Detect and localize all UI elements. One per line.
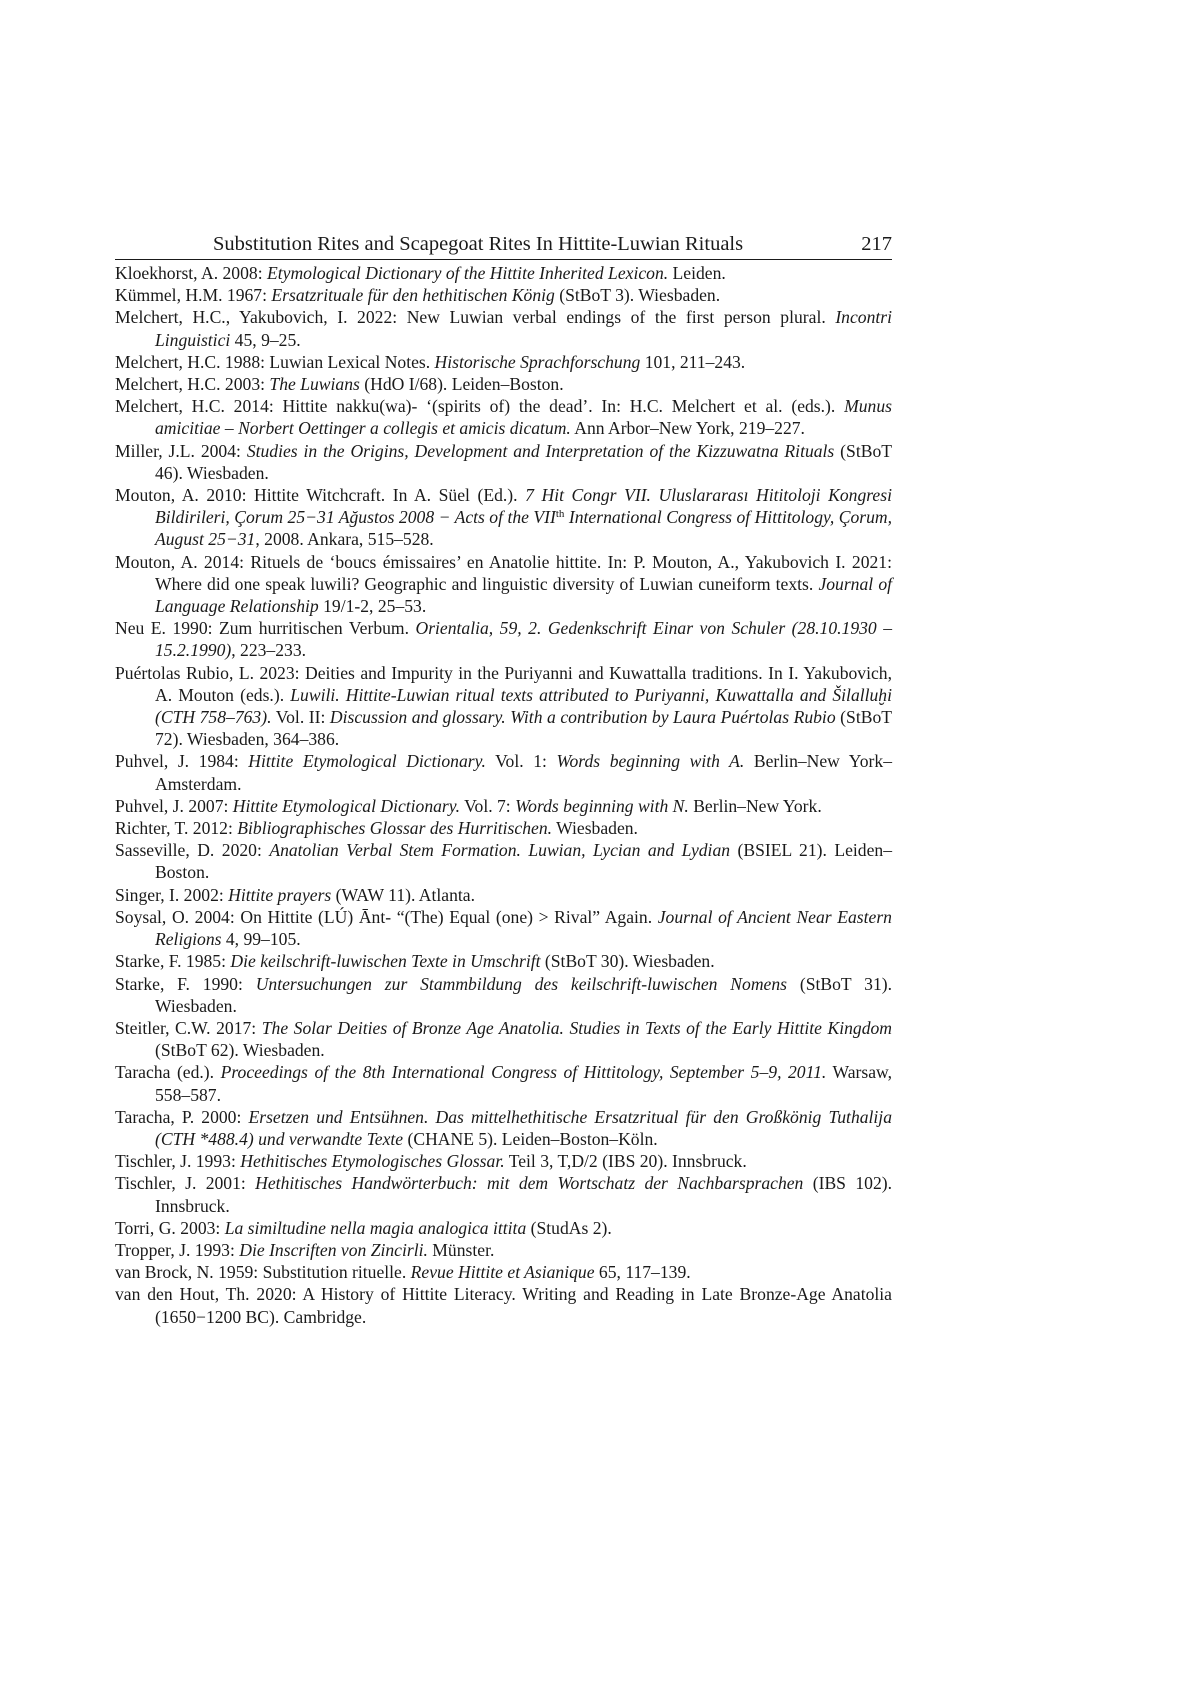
entry-text: Mouton, A. 2010: Hittite Witchcraft. In A. Süel (Ed.). [115, 485, 526, 506]
entry-text: Kloekhorst, A. 2008: [115, 263, 267, 283]
entry-text: Puhvel, J. 2007: [115, 795, 233, 816]
entry-text: Mouton, A. 2014: Rituels de ‘boucs émissaires’ en Anatolie hittite. In: P. Mouton, A., Yakubovich I. 2021: Where did one speak luwili? Geographic and linguistic diversity of Luwian cuneiform texts. [115, 551, 892, 594]
entry-text: Tischler, J. 1993: [115, 1151, 241, 1172]
entry-text: Teil 3, T,D/2 (IBS 20). Innsbruck. [504, 1151, 747, 1172]
entry-text: Vol. II: [271, 707, 330, 728]
entry-italic-title: La similtudine nella magia analogica ittita [224, 1217, 527, 1238]
entry-text: Starke, F. 1990: [115, 973, 256, 994]
entry-italic-title: Anatolian Verbal Stem Formation. Luwian, Lycian and Lydian [269, 840, 731, 861]
entry-text: Taracha, P. 2000: [115, 1106, 249, 1127]
entry-text: Melchert, H.C. 1988: Luwian Lexical Notes. [115, 351, 435, 372]
bibliography-entry [115, 662, 892, 751]
bibliography-entry [115, 795, 892, 817]
entry-text: Torri, G. 2003: [115, 1217, 225, 1238]
bibliography-entry [115, 950, 892, 972]
entry-text: Tropper, J. 1993: [115, 1239, 240, 1260]
bibliography-entry [115, 373, 892, 395]
bibliography-entry [115, 440, 892, 484]
entry-italic-title: Hethitisches Handwörterbuch: mit dem Wortschatz der Nachbarsprachen [255, 1173, 804, 1194]
entry-text: (StBoT 3). Wiesbaden. [554, 285, 721, 306]
entry-text: Soysal, O. 2004: On Hittite (LÚ) Ānt- “(The) Equal (one) > Rival” Again. [115, 906, 658, 927]
entry-text: Warsaw, 558–587. [155, 1062, 892, 1105]
entry-italic-title: Untersuchungen zur Stammbildung des keilschrift-luwischen Nomens [255, 973, 787, 994]
entry-italic-title: Journal of Ancient Near Eastern Religions [155, 906, 892, 950]
bibliography-entry [115, 551, 892, 618]
entry-text: van den Hout, Th. 2020: A History of Hittite Literacy. Writing and Reading in Late Bronze-Age Anatolia (1650−1200 BC). Cambridge. [115, 1284, 892, 1327]
entry-italic-title: Journal of Language Relationship [155, 573, 892, 617]
entry-text: Melchert, H.C. 2014: Hittite nakku(wa)- ‘(spirits of) the dead’. In: H.C. Melchert et al. (eds.). [115, 396, 845, 417]
entry-text: Taracha (ed.). [115, 1062, 221, 1083]
entry-italic-title: Hittite Etymological Dictionary. [248, 751, 486, 772]
entry-text: (StBoT 62). Wiesbaden. [155, 1040, 325, 1061]
entry-italic-title: Historische Sprachforschung [434, 351, 641, 372]
entry-italic-title: Proceedings of the 8th International Congress of Hittitology, September 5–9, 2011. [220, 1062, 827, 1083]
entry-italic-title: Discussion and glossary. With a contribution by Laura Puértolas Rubio [329, 707, 836, 728]
entry-italic-title: Words beginning with N. [515, 795, 689, 816]
bibliography-entry [115, 884, 892, 906]
entry-italic-title: The Luwians [269, 374, 360, 395]
entry-text: , 2008. Ankara, 515–528. [255, 529, 434, 550]
entry-italic-title: Ersetzen und Entsühnen. Das mittelhethitische Ersatzritual für den Großkönig Tuthalija (CTH *488.4) und verwandte Texte [155, 1106, 892, 1149]
entry-text: Miller, J.L. 2004: [115, 440, 247, 461]
entry-italic-title: Hittite prayers [228, 884, 332, 905]
entry-italic-title: Ersatzrituale für den hethitischen König [271, 285, 555, 306]
entry-italic-title: Luwili. Hittite-Luwian ritual texts attributed to Puriyanni, Kuwattalla and Šilalluḫi (CTH 758–763). [155, 684, 892, 728]
entry-text: Wiesbaden. [552, 818, 638, 839]
entry-italic-title: Hittite Etymological Dictionary. [232, 795, 461, 816]
entry-text: (StudAs 2). [526, 1217, 612, 1238]
entry-text: Sasseville, D. 2020: [115, 840, 270, 861]
entry-italic-title: Bibliographisches Glossar des Hurritischen. [237, 818, 553, 839]
entry-text: 101, 211–243. [640, 351, 746, 372]
entry-text: Münster. [427, 1239, 495, 1260]
entry-text: Singer, I. 2002: [115, 884, 229, 905]
bibliography-entry [115, 484, 892, 551]
entry-italic-title: 7 Hit Congr VII. Uluslararası Hititoloji Kongresi Bildirileri, Çorum 25−31 Ağustos 2008 − Acts of the VII [155, 485, 892, 528]
entry-text: 45, 9–25. [230, 329, 301, 350]
bibliography-entry [115, 1017, 892, 1061]
entry-text: Richter, T. 2012: [115, 818, 238, 839]
bibliography-entry [115, 395, 892, 439]
entry-italic-title: International Congress of Hittitology, Çorum, August 25−31 [155, 507, 892, 550]
entry-text: Vol. 1: [485, 751, 557, 772]
entry-italic-title: The Solar Deities of Bronze Age Anatolia. Studies in Texts of the Early Hittite Kingdom [261, 1017, 892, 1038]
bibliography-entry [115, 1172, 892, 1216]
page-number: 217 [861, 233, 892, 255]
entry-italic-title: Studies in the Origins, Development and Interpretation of the Kizzuwatna Rituals [246, 440, 835, 461]
running-header [115, 229, 892, 260]
entry-italic-title: Incontri Linguistici [155, 307, 892, 350]
entry-text: Tischler, J. 2001: [115, 1173, 256, 1194]
entry-text: (StBoT 46). Wiesbaden. [155, 440, 892, 483]
entry-text: Kümmel, H.M. 1967: [115, 285, 272, 306]
bibliography-entry [115, 1261, 892, 1283]
entry-text: (StBoT 31). Wiesbaden. [155, 973, 893, 1016]
entry-text: Berlin–New York–Amsterdam. [155, 751, 892, 794]
entry-text: van Brock, N. 1959: Substitution rituelle. [115, 1262, 411, 1283]
entry-text: (HdO I/68). Leiden–Boston. [359, 374, 564, 395]
entry-italic-title: Hethitisches Etymologisches Glossar. [240, 1151, 505, 1172]
bibliography-entry [115, 839, 892, 883]
bibliography-entry [115, 306, 892, 350]
bibliography-entry [115, 973, 892, 1017]
entry-text: Melchert, H.C., Yakubovich, I. 2022: New Luwian verbal endings of the first person plural. [115, 307, 836, 328]
entry-text: 65, 117–139. [594, 1262, 691, 1283]
entry-text: , 223–233. [231, 640, 307, 661]
bibliography-entry [115, 262, 892, 284]
bibliography-entry [115, 750, 892, 794]
entry-italic-title: Die Inscriften von Zincirli. [239, 1239, 428, 1260]
entry-italic-title: Etymological Dictionary of the Hittite Inherited Lexicon. [267, 263, 669, 283]
entry-text: (WAW 11). Atlanta. [331, 884, 475, 905]
entry-text: Steitler, C.W. 2017: [115, 1017, 262, 1038]
entry-text: Leiden. [668, 263, 726, 283]
entry-text: Berlin–New York. [688, 795, 822, 816]
running-title: Substitution Rites and Scapegoat Rites In Hittite-Luwian Rituals [213, 233, 744, 255]
entry-italic-title: Die keilschrift-luwischen Texte in Umschrift [230, 951, 541, 972]
entry-text: (StBoT 72). Wiesbaden, 364–386. [155, 707, 892, 750]
entry-italic-title: Words beginning with A. [556, 751, 745, 772]
entry-text: (IBS 102). Innsbruck. [155, 1173, 892, 1216]
entry-text: 4, 99–105. [221, 929, 301, 950]
entry-text: Vol. 7: [460, 795, 516, 816]
entry-text: Ann Arbor–New York, 219–227. [570, 418, 805, 439]
entry-superscript: th [555, 508, 565, 521]
entry-text: Puhvel, J. 1984: [115, 751, 249, 772]
entry-text: (CHANE 5). Leiden–Boston–Köln. [403, 1128, 658, 1149]
bibliography-entry [115, 351, 892, 373]
bibliography-entry [115, 1150, 892, 1172]
bibliography-entry [115, 1217, 892, 1239]
entry-text: 19/1-2, 25–53. [318, 596, 427, 617]
entry-italic-title: Munus amicitiae – Norbert Oettinger a collegis et amicis dicatum. [155, 396, 892, 439]
entry-italic-title: Revue Hittite et Asianique [410, 1262, 595, 1283]
document-page [115, 229, 892, 1328]
entry-text: Starke, F. 1985: [115, 951, 231, 972]
bibliography-entry [115, 1106, 892, 1150]
entry-text: Melchert, H.C. 2003: [115, 374, 270, 395]
entry-italic-title: Orientalia, 59, 2. Gedenkschrift Einar von Schuler (28.10.1930 – 15.2.1990) [155, 618, 892, 661]
bibliography-entry [115, 617, 892, 661]
bibliography-entry [115, 284, 892, 306]
entry-text: (BSIEL 21). Leiden–Boston. [155, 840, 892, 883]
bibliography-entry [115, 1239, 892, 1261]
bibliography-entry [115, 817, 892, 839]
entry-text: Puértolas Rubio, L. 2023: Deities and Impurity in the Puriyanni and Kuwattalla traditions. In I. Yakubovich, A. Mouton (eds.). [115, 662, 892, 705]
bibliography-list [115, 262, 892, 1328]
bibliography-entry [115, 906, 892, 950]
bibliography-entry [115, 1061, 892, 1105]
bibliography-entry [115, 1283, 892, 1327]
entry-text: (StBoT 30). Wiesbaden. [540, 951, 715, 972]
entry-text: Neu E. 1990: Zum hurritischen Verbum. [115, 618, 416, 639]
